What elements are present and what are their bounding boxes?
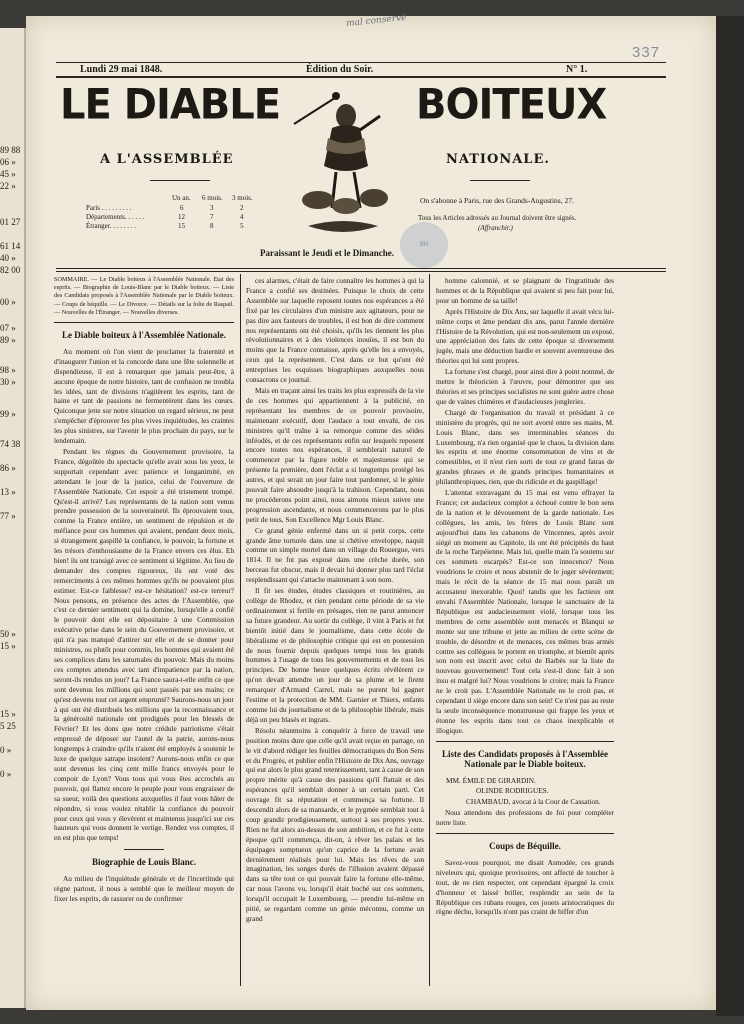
masthead-title-right: BOITEUX	[416, 80, 607, 130]
price-header-6months: 6 mois.	[202, 194, 223, 202]
price-cell: 4	[240, 213, 244, 221]
article-heading: Coups de Béquille.	[489, 841, 561, 852]
masthead-tagline: Paraissant le Jeudi et le Dimanche.	[260, 248, 394, 258]
devil-engraving-icon	[288, 88, 398, 244]
issue-date: Lundi 29 mai 1848.	[80, 64, 163, 75]
article-paragraph: Résolu néanmoins à conquérir à force de travail une position moins dure que celle qu'il avait reçue en partage, on le vit d'abord rédiger les feuilles démocratiques du Bon Sens et du Progrès, et publier enfin l'Histoire de Dix Ans, ouvrage qui eut alors le plus grand retentissement, tant à cause de son propre mérite qu'à cause des passions qu'il flattait et des espérances qu'il semblait donner à un certain parti. Cet ouvrage fit sa réputation et commença sa fortune. Il descendit alors de sa mansarde, et le pygmée semblait tout à coup grandir prodigieusement, surtout à ses propres yeux. Rien ne fut alors au-dessus de son ambition, et ce fut à cette époque qu'il commença, dit-on, à rêver les palais et les équipages somptueux qu'un caprice de la fortune avait dernièrement réalisés pour lui. Mais les rêves de son imagination, les songes dorés de l'illusion avaient dépassé dans sa tête tout ce qui pouvait faire la fortune elle-même, car nous l'avons vu, lorsqu'il était boché sur ces sommets, lorsqu'il occupait le Luxembourg, — prendre lui-même en pitié, se regardant comme un génie méconnu, comme un grand	[246, 725, 424, 923]
article-column-1	[54, 276, 234, 988]
price-cell: 15	[178, 222, 185, 230]
page-edge-shadow	[716, 16, 744, 1016]
candidate-entry: MM. ÉMILE DE GIRARDIN.	[446, 775, 536, 785]
price-row-label: Paris . . . . . . . . .	[86, 204, 132, 212]
column-divider	[429, 274, 430, 986]
masthead-title-left: LE DIABLE	[60, 80, 281, 130]
article-paragraph: Mais en traçant ainsi les traits les plus expressifs de la vie de ces hommes qui appartiennent à la publicité, en représentant les membres de ce pouvoir provisoire, maintenant exécutif, dont l'audace a tout envahi, de ces ministres qu'il traîne à sa remorque comme des séides inféodés, et de ces représentants enfin sur lesquels reposent encore toutes nos espérances, il semblerait naturel de commencer par la figure noble et majestueuse qui se présente la première, dont l'éclat a si longtemps protégé les autres, et qui serait un jour faire tout pardonner, si le génie pouvait faire absoudre jusqu'à la trahison. Cependant, nous ne procéderons point ainsi, nous aimons mieux suivre une progression ascendante, et nous commencerons par le plus petit de tous, Son Excellence Mgr Louis Blanc.	[246, 385, 424, 524]
article-paragraph: L'attentat extravagant du 15 mai est venu effrayer la France; cet audacieux complot a échoué contre le bon sens de la nation et le dévouement de la garde nationale. Les collègues, les amis, les frères de Louis Blanc sont aujourd'hui dans les cabanons de Vincennes, après avoir siégé un moment au Capitole, ils ont été précipités du haut de la roche Tarpéienne. Mais lui, quelle main l'a soutenu sur ces sommets escarpés? Est-ce son innocence? Nous voudrions le croire et nous abstenir de le juger sévèrement; mais le récit de la séance de 15 mai nous paraît un accusateur inexorable. Quoi! tandis que les factieux ont envahi l'Assemblée Nationale, lorsque le sanctuaire de la République est audacieusement violé, lorsque tous les membres de cette assemblée sont menacés et Blanqui se monte sur une tribune et jette au milieu de cette scène de trouble, de désordre et de menaces, ces mêmes bras armés contre ses collègues le portent en triomphe, et bientôt après son nom est inscrit avec celui de Barbès sur la liste du nouveau gouvernement! Tout cela s'est-il donc fait à son insu et malgré lui? Nous voudrions le croire; mais la France ne le croit pas. L'Assemblée Nationale ne le croit pas, et cependant il siège encore dans son sein! Ce n'est pas au reste la seule inconséquence monstrueuse qui frappe les yeux et étonne les esprits dans tout ce chaos inexplicable et illogique.	[436, 488, 614, 735]
price-header-3months: 3 mois.	[232, 194, 253, 202]
masthead-ornament-rule	[150, 180, 210, 181]
masthead-bottom-rule	[56, 268, 666, 269]
price-cell: 2	[240, 204, 244, 212]
article-paragraph: Il fit ses études, études classiques et routinières, au collège de Rhodez, et rien pendant cette période de sa vie ordinairement si fertile en présages, rien ne parut annoncer sa future grandeur. Au sortir du collège, il vint à Paris et fut bientôt initié dans le journalisme, dans cette école de libéralisme et de philosophie critique qui est en possession de nous fournir depuis quelques temps tous les grands hommes à l'usage de tous les gouvernements et de tous les principes. De bonne heure quelques écrits révélèrent ce qu'on devait attendre un jour de sa plume et le firent remarquer d'Armand Carrel, mais ne purent lui gagner l'estime et la protection de MM. Garnier et Thiers, enfants comme lui du journalisme et de la philosophie libérale, mais déjà un peu blasés et ingrats.	[246, 586, 424, 724]
edition-label: Édition du Soir.	[306, 64, 374, 75]
divider	[54, 322, 234, 323]
price-row-label: Départements. . . . . .	[86, 213, 145, 221]
price-cell: 12	[178, 213, 185, 221]
article-paragraph: homme calomnié, et se plaignant de l'ingratitude des hommes et de la République qui avaient si peu fait pour lui, pour un homme de sa taille!	[436, 276, 614, 305]
price-header-year: Un an.	[172, 194, 191, 202]
price-cell: 5	[240, 222, 244, 230]
price-cell: 3	[210, 204, 214, 212]
article-paragraph: Savez-vous pourquoi, me disait Asmodée, ces grands niveleurs qui, quoique provisoires, ont affecté de toucher à tout, de ne rien respecter, ont cependant épargné la croix d'honneur et laissé briller, resplendir au sein de la République ces rubans rouges, ces jouets aristocratiques du règne déchu, lorsqu'ils n'ont pas craint de biffer d'un	[436, 857, 614, 917]
article-paragraph: Ce grand génie enfermé dans un si petit corps, cette grande âme torturée dans une si chétive enveloppe, naquit comme un simple mortel dans un village du Rouergue, vers 1814. Il ne fut pas exposé dans une crèche dorée, son berceau fut obscur, mais il devait lui donner plus tard l'éclat resplendissant qui s'attache maintenant à son nom.	[246, 525, 424, 585]
library-stamp-icon: BN	[400, 222, 448, 268]
previous-page-edge: 89 88 06 » 45 » 22 » 01 27 61 14 40 » 82 00 00 » 07 » 89 » 98 » 30 » 99 » 74 38 86 » 13 » 77 » 50 » 15 » 15 » 5 25 0 » 0 »	[0, 28, 26, 1008]
issue-summary: SOMMAIRE. — Le Diable boiteux à l'Assemblée Nationale. État des esprits. — Biographie de Louis-Blanc par le Diable boiteux. — Liste des Candidats proposés à l'Assemblée Nationale par le Diable boiteux. — Coups de béquille. — Le Divorce. — Détails sur la folie de Raspail. — Nouvelles de l'Étranger. — Nouvelles diverses.	[54, 276, 234, 316]
article-paragraph: Au moment où l'on vient de proclamer la fraternité et d'inaugurer l'union et la concorde dans une fête solennelle et dispendieuse, il est à remarquer que jamais peut-être, à aucune époque de notre histoire, tant de confusion ne troubla les idées, tant de divisions n'agitèrent les esprits, tant de haine et tant de passions ne fermentèrent dans les cœurs. Quiconque jette sur notre situation un regard sérieux, ne peut s'empêcher d'éprouver les plus vives inquiétudes, les craintes les plus sinistres, sur l'avenir le plus prochain du pays, sur le lendemain.	[54, 346, 234, 446]
issue-number: N° 1.	[566, 64, 588, 75]
price-row-label: Étranger. . . . . . . .	[86, 222, 136, 230]
subscription-affranchir: (Affranchir.)	[478, 224, 513, 232]
price-cell: 8	[210, 222, 214, 230]
article-heading: Liste des Candidats proposés à l'Assemblée Nationale par le Diable boiteux.	[441, 748, 609, 769]
article-heading: Biographie de Louis Blanc.	[91, 857, 197, 868]
candidate-entry: CHAMBAUD, avocat à la Cour de Cassation.	[466, 797, 601, 807]
column-divider	[240, 274, 241, 986]
article-heading: Le Diable boiteux à l'Assemblée Nationale.	[62, 330, 226, 341]
masthead-subtitle-right: NATIONALE.	[446, 152, 550, 167]
pencil-note: mal conservé	[345, 12, 407, 30]
article-paragraph: Pendant les règnes du Gouvernement provisoire, la France, dégoûtée du spectacle qu'elle avait sous les yeux, le supportait cependant avec patience et longanimité, en attendant le jour de la justice, celui de l'ouverture de l'Assemblée Nationale. Cet espoir a été tristement trompé. Qu'est-il arrivé? Les représentants de la nation sont venus prendre possession de la souveraineté. Ils éprouvaient tous, comme la France entière, un sentiment de répulsion et de méfiance pour ces hommes qui avaient, pendant deux mois, si étrangement gaspillé la confiance, le pouvoir, la fortune et les trésors d'enthousiasme de la France envers ces élus. Eh bien! ils ont transigé avec ce sentiment si légitime. Au lieu de demander des comptes rigoureux, ils ont voté des remerciments à ces mêmes hommes qu'ils ne pouvaient plus estimer. Est-ce faiblesse? est-ce hésitation? est-ce terreur? Nous pensons, en présence des actes de l'Assemblée, que c'est ce dernier sentiment qui la domine, lorsqu'elle a confié le pouvoir dont elle est dépositaire à une Commission exécutive prise dans le sein du Gouvernement provisoire, et qui n'a pas manqué d'attirer sur elle et de se donner pour ministres, ou plutôt pour commis, les hommes qui avaient été ses complices dans les saturnales du pouvoir. Mais du moins ces comptes attendus avec tant d'impatience par la nation, seront-ils rendus un jour? La France saura-t-elle enfin ce que sont devenus les millions qui sont passés par ses mains; ce qu'est devenu tout cet argent emprunté? Saurons-nous un jour à qui ont été distribués les millions que la reconnaissance et la générosité nationale ont prodigués pour les blessés de Février? Et les dons que notre crédule patriotisme s'était empressé de déposer sur l'autel de la patrie, aurons-nous longtemps à craindre qu'ils n'aient été employés à soutenir le luxe de quelque satrape insolent? Aurons-nous enfin ce que sont devenus les cinq cent mille francs envoyés pour le compoir de Lyon? Vous tous qui vous êtes accrochés au pouvoir, qui flattez encore le peuple pour vous engraisser de sa sueur, voilà des questions auxquelles il faut vous hâter de répondre, si vous voulez rétablir la confiance du pouvoir pour ceux qui vous y élevèrent et maintenus jusqu'ici sur ces hauteurs qui vous donnent le vertige. Rendez vos comptes, il en est plus que temps!	[54, 446, 234, 843]
masthead-bottom-rule-2	[56, 271, 666, 272]
article-column-2	[246, 276, 424, 988]
price-cell: 7	[210, 213, 214, 221]
article-paragraph: Au milieu de l'inquiétude générale et de l'incertitude qui règne partout, il nous a semblé que le meilleur moyen de fixer les esprits, de rassurer ou de confirmer	[54, 874, 234, 903]
candidate-entry: OLINDE RODRIGUES.	[476, 786, 549, 796]
divider	[436, 741, 614, 742]
divider	[124, 849, 164, 850]
archive-stamp-number: 337	[632, 44, 661, 61]
header-rule-bottom	[56, 76, 666, 78]
masthead-ornament-rule	[470, 180, 530, 181]
divider	[436, 833, 614, 834]
article-paragraph: Après l'Histoire de Dix Ans, sur laquelle il avait vécu lui-même corps et âme pendant dix ans, parut l'année dernière l'Histoire de la Révolution, qui est non-seulement un exposé, une appréciation des faits de cette époque si diversement jugée, mais une déduction hardie et souvent aventureuse des théories qui lui sont propres.	[436, 306, 614, 366]
header-rule-top	[56, 62, 666, 63]
candidate-note: Nous attendons des professions de foi pour compléter notre liste.	[436, 808, 614, 828]
article-column-3	[436, 276, 614, 988]
subscription-notice: Tous les Articles adressés au Journal doivent être signés.	[418, 214, 577, 222]
subscription-address: On s'abonne à Paris, rue des Grands-Augustins, 27.	[420, 196, 574, 205]
article-paragraph: Chargé de l'organisation du travail et présidant à ce ministère du progrès, qui ne sort avorté entre ses mains, M. Louis Blanc, dans ses interminables séances du Luxembourg, n'a rien organisé que le chaos, la division dans les esprits et une énorme consommation de vins et de comestibles, et il n'est rien sorti de tout ce grand fatras de grandes phrases et de grands principes humanitaires et philanthropiques, rien, que du ridicule et du gaspillage!	[436, 407, 614, 487]
masthead-subtitle-left: A L'ASSEMBLÉE	[100, 152, 234, 167]
article-paragraph: La fortune s'est chargé, pour ainsi dire à point nommé, de mettre le théoricien à l'œuvre, pour démontrer que ses théories et ses principes socialistes ne sont guère autre chose que de vaines chimères et d'audacieuses jongleries.	[436, 367, 614, 406]
price-cell: 6	[180, 204, 184, 212]
article-paragraph: ces alarmes, c'était de faire connaître les hommes à qui la France a confié ses destinées. Puisque le choix de cette Assemblée sur laquelle reposent toutes nos espérances a été fixé par les circulaires d'un ministre aux agitateurs, pour ne pas dire aux fauteurs de troubles, il est bon de dire comment nos représentants ont été choisis, qu'ils les tiennent les plus révolutionnaires et à des violences inouïes, il est bon du moins que la France connaisse, après qu'elle les a envoyés, ceux qui la représentent. C'est dans ce but qu'ont été entreprises les esquisses biographiques auxquelles nous consacrons ce journal.	[246, 276, 424, 385]
